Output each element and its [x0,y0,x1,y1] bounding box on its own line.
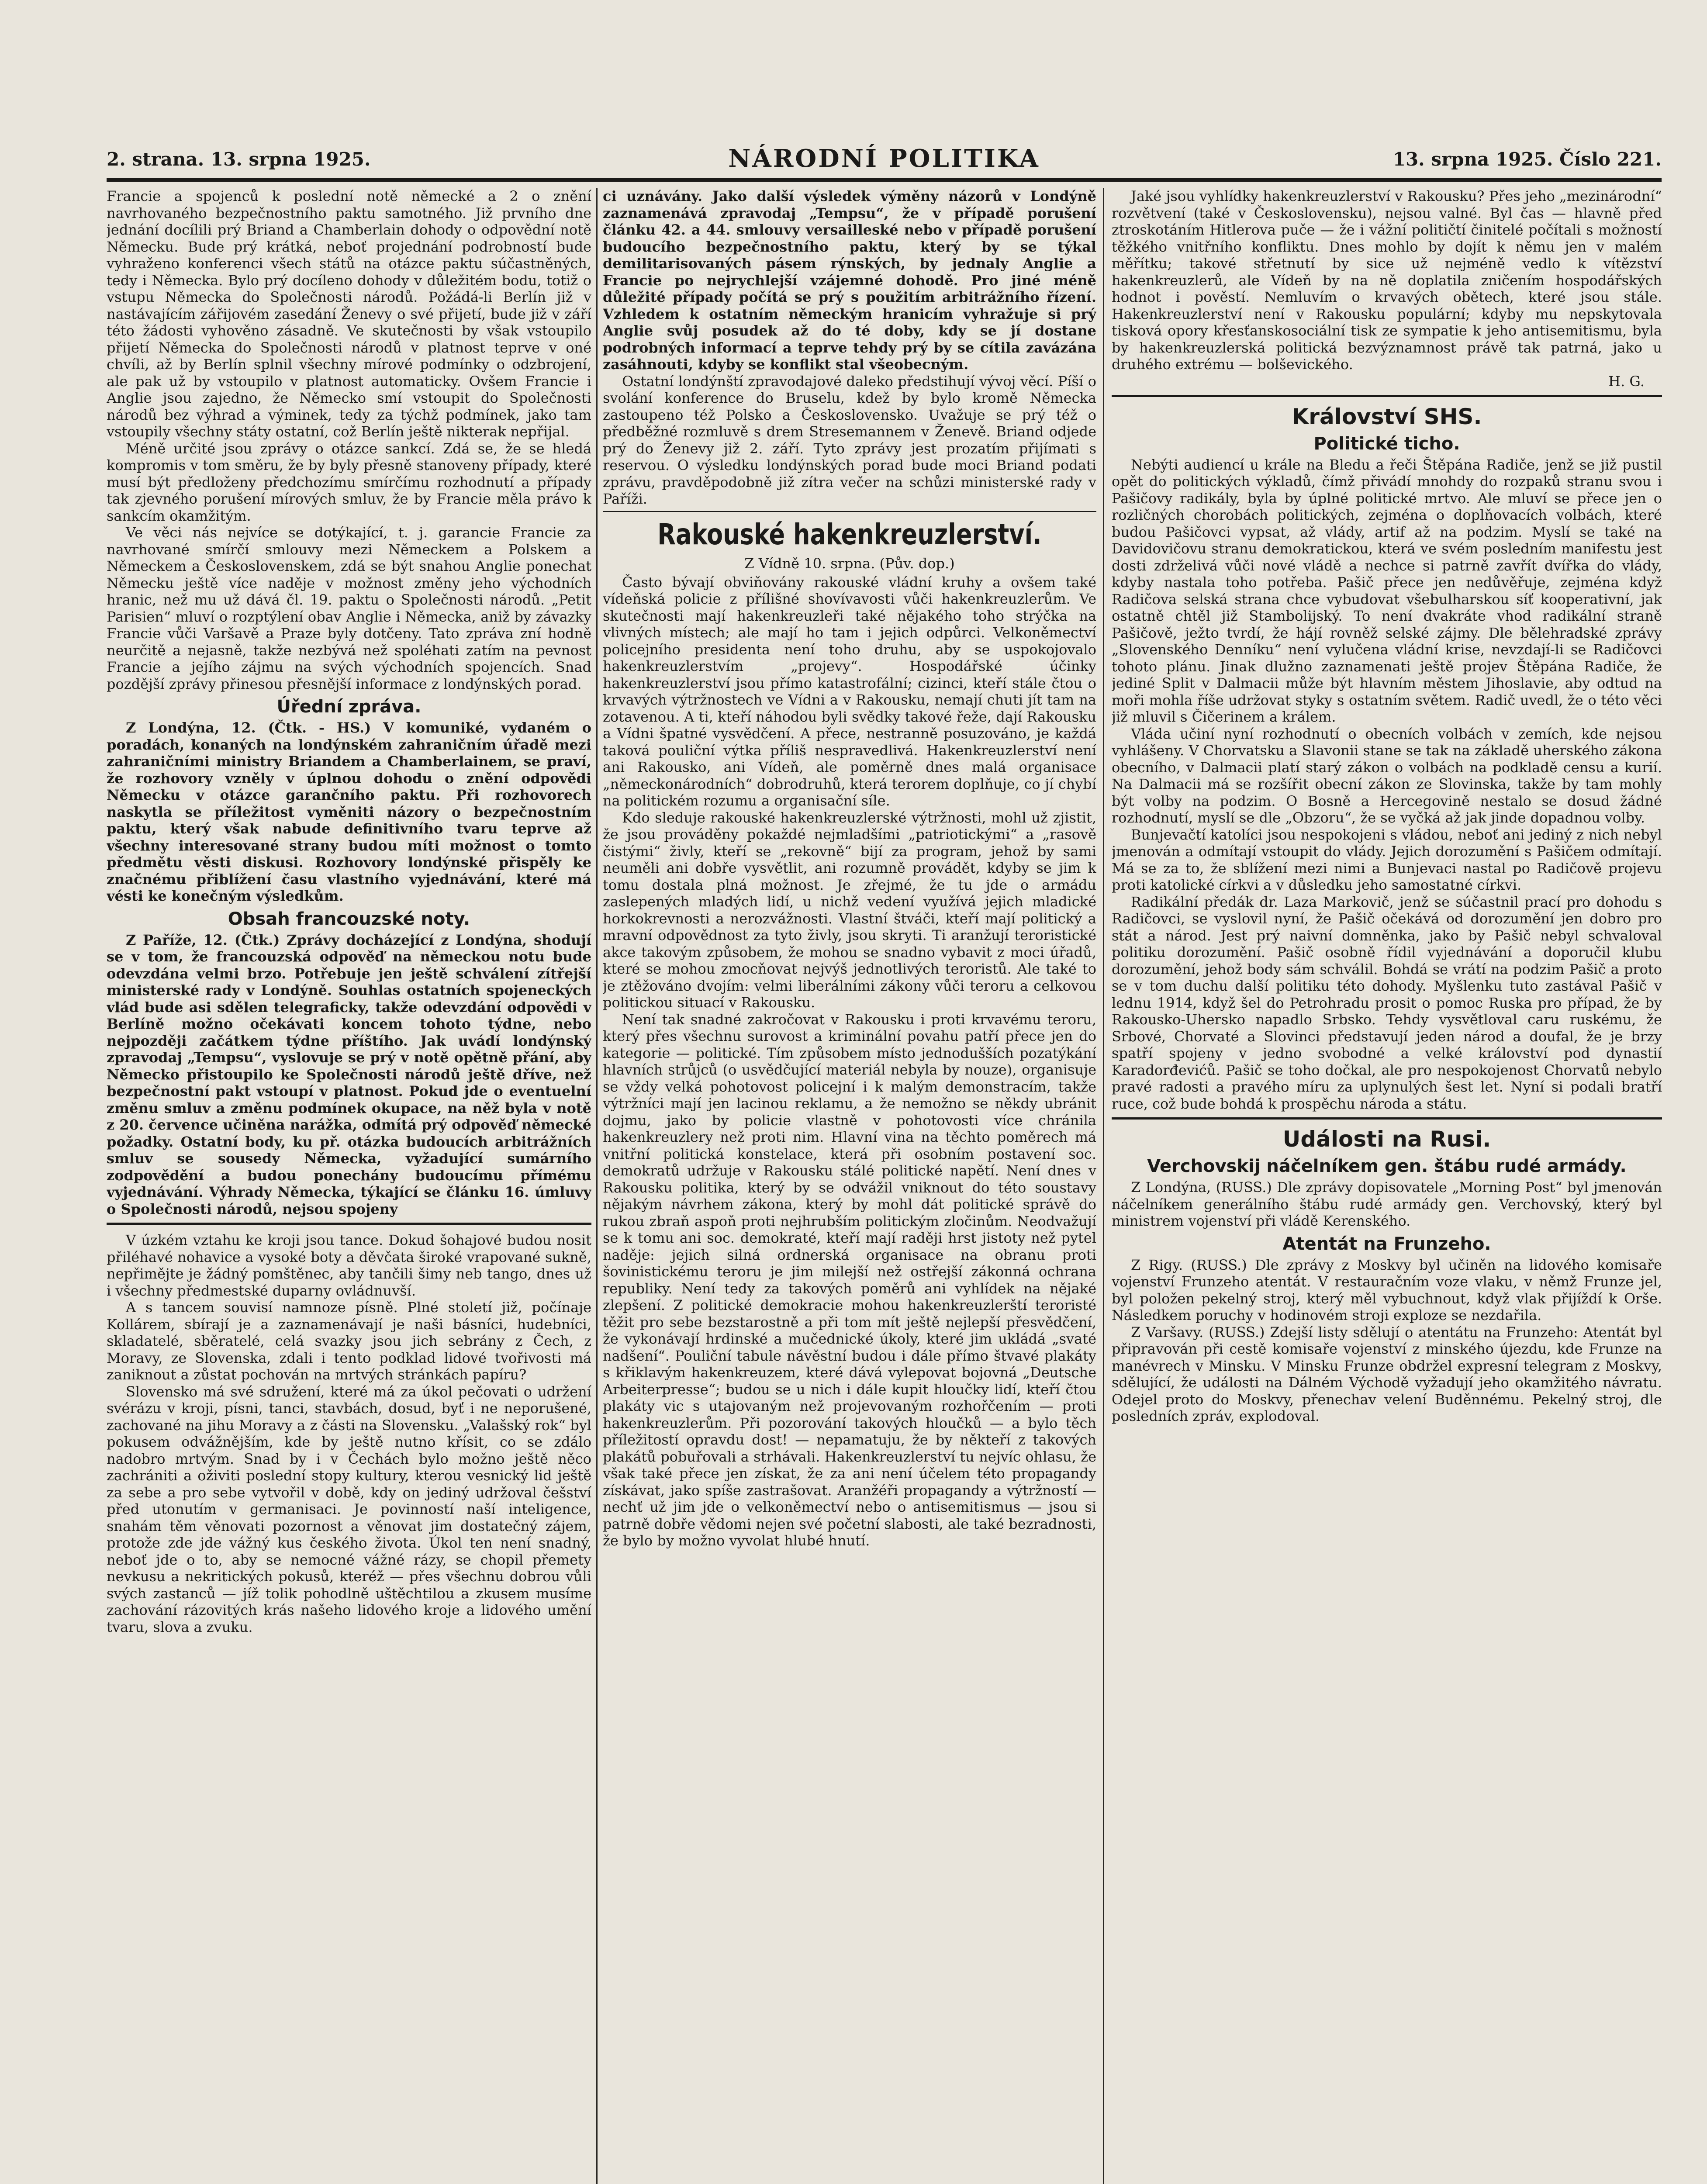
article-paragraph: Jaké jsou vyhlídky hakenkreuzlerství v Rakousku? Přes jeho „mezinárodní“ rozvětvení (také v Československu), nejsou valné. Byl čas — hlavně před ztroskotáním Hitlerova puče — že i vážní političtí činitelé počítali s možností těžkého vnitřního konfliktu. Dnes mohlo by dojít k němu jen v malém měřítku; takové střetnutí by sice už nejméně vedlo k vítězství hakenkreuzlerů, ale Vídeň by na ně doplatila zničením hospodářských hodnot i pověstí. Nemluvím o krvavých obětech, které jsou stále. Hakenkreuzlerství není v Rakousku populární; kdyby mu nepskytovala tisková opory křesťanskosociální tisk ze sympatie k jeho antisemitismu, byla by hakenkreuzlerská politická bezvýznamnost právě tak patrná, jako u druhého extrému — bolševického. [1112,188,1662,373]
article-headline: Události na Rusi. [1282,1127,1491,1152]
column-2 [603,188,1096,2184]
page-number: 2. strana. [107,149,204,170]
column-1 [107,188,591,2184]
article-paragraph: Slovensko má své sdružení, které má za úkol pečovati o udržení svérázu v kroji, písni, tanci, stavbách, dosud, byť i ne neporušené, zachované na jihu Moravy a z části na Slovensku. „Valašský rok“ byl pokusem odvážnějším, kde by ještě nutno křísit, co se zdálo nadobro mrtvým. Snad by i v Čechách bylo možno ještě něco zachrániti a oživiti poslední stopy kultury, kterou vesnický lid ještě za sebe a pro sebe vytvořil v době, kdy on jediný udržoval češství před utonutím v germanisaci. Je povinností naší inteligence, snahám těm věnovati pozornost a věnovat jim dostatečný zájem, protože zde jde vážný kus českého života. Úkol ten není snadný, neboť jde o to, aby se nemocné vážné rázy, se chopil přemety nevkusu a nekritických pokusů, kteréž — přes všechnu dobrou vůli svých zastanců — jíž tolik pohodlně uštěchtilou a zkusem musíme zachování rázovitých krás našeho lidového kroje a lidového umění tvaru, slova a zvuku. [107,1383,591,1635]
article-paragraph: ci uznávány. Jako další výsledek výměny názorů v Londýně zaznamenává zpravodaj „Tempsu“, že v případě porušení článku 42. a 44. smlouvy versailleské nebo v případě porušení budoucího bezpečnostního paktu, který by se týkal demilitarisovaných pásem rýnských, by jednaly Anglie a Francie po nejrychlejší vzájemné dohodě. Pro jiné méně důležité případy počítá se prý s použitím arbitrážního řízení. Vzhledem k ostatním německým hranicím vyhražuje si prý Anglie svůj posudek až do té doby, kdy se jí dostane podrobných informací a teprve tehdy prý by se cítila zavázána zasáhnouti, kdyby se konflikt stal všeobecným. [603,188,1096,373]
article-headline: Království SHS. [1292,404,1482,429]
masthead-title: NÁRODNÍ POLITIKA [728,144,1040,173]
article-subheading: Verchovskij náčelníkem gen. štábu rudé armády. [1147,1156,1627,1176]
article-paragraph: Méně určité jsou zprávy o otázce sankcí. Zdá se, že se hledá kompromis v tom směru, že by byly přesně stanoveny případy, které musí být předloženy předchozímu smírčímu rozhodnutí a případy tak zjevného porušení mírových smluv, že by Francie měla právo k sankcím okamžitým. [107,440,591,524]
section-rule [1112,1117,1662,1120]
section-heading: Úřední zpráva. [276,697,422,717]
column-divider [1103,188,1104,2184]
article-paragraph: Francie a spojenců k poslední notě německé a 2 o znění navrhovaného bezpečnostního paktu samotného. Již prvního dne jednání docílili prý Briand a Chamberlain dohody o odpovědní notě Německu. Bude prý krátká, neboť projednání podrobností bude vyhraženo konferenci všech států na otázce paktu súčastněných, tedy i Německa. Bylo prý docíleno dohody v důležitém bodu, totiž o vstupu Německa do Společnosti národů. Požádá-li Berlín již v nastávajícím zářijovém zasedání Ženevy o své přijetí, bude již v září této žádosti vyhověno zásadně. Ve skutečnosti by však vstoupilo přijetí Německa do Společnosti národů v platnost teprve v oné chvíli, až by Berlín splnil všechny mírové podmínky o odzbrojení, ale pak už by vstoupilo v platnost automaticky. Ovšem Francie i Anglie jsou zajedno, že Německo smí vstoupit do Společnosti národů bez výhrad a výminek, tedy za týchž podmínek, jako tam vstoupily všechny státy ostatní, což Berlín ještě nikterak nepřijal. [107,188,591,440]
article-paragraph: Ostatní londýnští zpravodajové daleko předstihují vývoj věcí. Píší o svolání konference do Bruselu, kdež by bylo kromě Německa zastoupeno též Polsko a Československo. Uvažuje se prý též o předběžné rozmluvě s drem Stresemannem v Ženevě. Briand odjede prý do Ženevy již 2. září. Tyto zprávy jest prozatím přijímati s reservou. O výsledku londýnských porad bude moci Briand podati zprávu, pravděpodobně již zítra večer na schůzi ministerské rady v Paříži. [603,373,1096,507]
page-header [107,144,1662,175]
section-heading: Atentát na Frunzeho. [1282,1234,1491,1254]
issue-number: Číslo 221. [1559,149,1662,170]
article-byline: Z Vídně 10. srpna. (Pův. dop.) [744,555,955,572]
article-paragraph: V úzkém vztahu ke kroji jsou tance. Dokud šohajové budou nosit přiléhavé nohavice a vysoké boty a děvčata široké vrapované sukně, nepřimějte je žádný pomštěnec, aby tančili šimy neb tango, dnes už i všechny předmestské duparny ovládnuvší. [107,1232,591,1299]
article-paragraph: Ve věci nás nejvíce se dotýkající, t. j. garancie Francie za navrhované smírčí smlouvy mezi Německem a Polskem a Německem a Československem, zdá se být snahou Anglie ponechat Německu ještě více naděje v možnost změny jeho východních hranic, než mu už dává čl. 19. paktu o Společnosti národů. „Petit Parisien“ mluví o rozptýlení obav Anglie i Německa, aniž by závazky Francie vůči Varšavě a Praze byly dotčeny. Tato zpráva zní hodně neurčitě a nejasně, takže nezbývá než spoléhati zatím na pevnost Francie a jejího zájmu na svých východních spojencích. Snad pozdější zprávy přinesou přesnější informace z londýnských porad. [107,524,591,692]
section-rule [107,1223,591,1225]
article-paragraph: Radikální předák dr. Laza Markovič, jenž se súčastnil prací pro dohodu s Radičovci, se vyslovil nyní, že Pašič očekává od dorozumění jen dobro pro stát a národ. Jest prý naivní domněnka, jako by Pašič nebyl schvaloval politiku dorozumění. Pašič osobně řídil vyjednávání a doporučil klubu dorozumění, jehož body sám schválil. Bohdá se vrátí na podzim Pašič a proto se v tom duchu další politiku této dohody. Myšlenku tuto zastával Pašič v lednu 1914, když šel do Petrohradu prosit o pomoc Ruska pro případ, že by Rakousko-Uhersko napadlo Srbsko. Tehdy vysvětloval caru ruskému, že Srbové, Chorvaté a Slovinci představují jeden národ a doufal, že je brzy spatří spojeny v jedno svobodné a velké království pod dynastií Karadorđevićů. Pašič se toho dočkal, ale pro nespokojenost Chorvatů nebylo pravé radosti a pravého míru za uplynulých šest let. Nyní si podali bratří ruce, což bude bohdá k prospěchu národa a státu. [1112,893,1662,1112]
author-signature: H. G. [1608,373,1645,390]
article-paragraph: Často bývají obviňovány rakouské vládní kruhy a ovšem také vídeňská policie z přílišné shovívavosti vůči hakenkreuzlerům. Ve skutečnosti mají hakenkreuzleři také nějakého toho strýčka na vlivných místech; ale mají ho tam i jejich odpůrci. Velkoněmectví policejního presidenta není toho druhu, aby se uspokojovalo hakenkreuzlerstvím „projevy“. Hospodářské účinky hakenkreuzlerství jsou přímo katastrofální; cizinci, kteří stále čtou o krvavých výtržnostech ve Vídni a v Rakousku, nemají chuti jít tam na zotavenou. A ti, kteří náhodou byli svědky takové řeže, dají Rakousku a Vídni špatné vysvědčení. A přece, nestranně posuzováno, je každá taková pouliční výtka příliš nespravedlivá. Hakenkreuzlerství není ani Rakousko, ani Vídeň, ale poměrně dnes malá organisace „německonárodních“ dobrodruhů, která terorem doplňuje, co jí chybí na politickém rozumu a organisační síle. [603,574,1096,809]
article-paragraph: Z Varšavy. (RUSS.) Zdejší listy sdělují o atentátu na Frunzeho: Atentát byl připravován při cestě komisaře vojenství z minského újezdu, kde Frunze na manévrech v Minsku. V Minsku Frunze obdržel expresní telegram z Moskvy, sdělující, že události na Dálném Východě vyžadují jeho okamžitého návratu. Odejel proto do Moskvy, přenechav velení Buděnnému. Pekelný stroj, dle posledních zpráv, explodoval. [1112,1324,1662,1424]
section-heading: Obsah francouzské noty. [228,909,470,929]
article-paragraph: Nebýti audiencí u krále na Bledu a řeči Štěpána Radiče, jenž se již pustil opět do politických výkladů, čímž přivádí mnohdy do rozpaků stranu svou i Pašičovy radikály, byla by úplné politické mrtvo. Ale mluví se přece jen o rozličných chorobách politických, zejména o doplňovacích volbách, které budou Pašičovci vypsat, až vlády, artif až na podzim. Myslí se také na Davidovičovu stranu demokratickou, která ve svém posledním manifestu jest dosti zdrželivá vůči nové vládě a nechce si patrně zavřít dvířka do vlády, kdyby nastala toho potřeba. Pašič přece jen nedůvěřuje, zejména když Radičova selská strana chce vybudovat všebulharskou síť kooperativní, jak ostatně chtěl již Stambolijský. To není dvakráte vhod radikální straně Pašičově, ježto tvrdí, že hájí rovněž selské zájmy. Dle bělehradské zprávy „Slovenského Denníku“ není vylučena vládní krise, nevzdají-li se Radičovci tohoto plánu. Jinak dlužno zaznamenati ještě projev Štěpána Radiče, že jediné Split v Dalmacii může být hlavním městem Jihoslavie, aby odtud na moři mohla říše udržovat styky s ostatním světem. Radič uvedl, že o této věci již mluvil s Čičerinem a králem. [1112,456,1662,725]
header-right [1393,149,1662,170]
section-rule [1112,395,1662,397]
header-rule [107,178,1662,182]
column-divider [596,188,598,2184]
article-paragraph: Z Londýna, (RUSS.) Dle zprávy dopisovatele „Morning Post“ byl jmenován náčelníkem generálního štábu rudé armády gen. Verchovský, který byl ministrem vojenství při vládě Kerenského. [1112,1179,1662,1229]
article-paragraph: Kdo sleduje rakouské hakenkreuzlerské výtržnosti, mohl už zjistit, že jsou prováděny pokaždé nejmladšími „patriotickými“ a „rasově čistými“ živly, kteří se „rekovně“ bijí za program, jehož by sami neuměli ani dobře vysvětlit, ani rozumně provádět, kdyby se jim k tomu dostala plná možnost. Je zřejmé, že tu jde o armádu zaslepených mladých lidí, u nichž vedení využívá jejich mladické horkokrevnosti a nerozvážnosti. Vlastní štváči, kteří mají politický a mravní odpovědnost za tyto živly, jsou skryti. Ti aranžují teroristické akce takovým způsobem, že mohou se snadno vybavit z moci úřadů, které se mohou zmocňovat nejvýš jednotlivých teroristů. Ale také to je ztěžováno dvojím: velmi liberálními zákony vůči teroru a celkovou politickou situací v Rakousku. [603,809,1096,1011]
section-rule [603,511,1096,512]
article-headline: Rakouské hakenkreuzlerství. [657,517,1042,551]
column-3 [1112,188,1662,2184]
article-subheading: Politické ticho. [1313,433,1460,454]
header-date-left: 13. srpna 1925. [210,149,371,170]
article-paragraph: Není tak snadné zakročovat v Rakousku i proti krvavému teroru, který přes všechnu surovost a kriminální povahu patří přece jen do kategorie — politické. Tím způsobem místo jednodušších pozatýkání hlavních strůjců (o usvědčující materiál nebyla by nouze), organisuje se vždy velká pohotovost policejní i k malým demonstracím, takže výtržníci mají jen lacinou reklamu, a že nemožno se někdy ubránit dojmu, jako by policie vlastně v pohotovosti více chránila hakenkreuzlery než proti nim. Hlavní vina na těchto poměrech má vnitřní politická konstelace, která při osobním postavení soc. demokratů udržuje v Rakousku stálé politické napětí. Není dnes v Rakousku politika, který by se odvážil vniknout do této soustavy nějakým návrhem zákona, který by mohl dát politické správě do rukou zbraň aspoň proti nejhrubším politickým zločinům. Neodvažují se k tomu ani soc. demokraté, kteří mají raději hrst jistoty než pytel naděje: jejich silná ordnerská organisace na obranu proti šovinistickému teroru je jim milejší než ostřejší zákonná ochrana republiky. Není tedy za takových poměrů ani vyhlídek na nějaké zlepšení. Z politické demokracie mohou hakenkreuzlerští teroristé těžit pro sebe bezstarostně a při tom mít ještě nejlepší přesvědčení, že vykonávají hrdinské a mučednické úkoly, které jim ukládá „svaté nadšení“. Pouliční tabule návěstní budou i dále přímo štvavé plakáty s křiklavým hakenkreuzem, které dává vylepovat bojovná „Deutsche Arbeiterpresse“; budou se u nich i dále kupit hloučky lidí, kteří čtou plakáty vic s utajovaným než projevovaným rozhořčením — proti hakenkreuzlerům. Při pozorování takových hloučků — a bylo těch příležitostí opravdu dost! — nepamatuju, že by někteří z takových plakátů pobuřovali a strhávali. Hakenkreuzlerství tu nejvíc ohlasu, že však také přece jen získat, že za ani není účelem této propagandy získávat, jako spíše zastrašovat. Aranžéři propagandy a výtržností — nechť už jim jde o velkoněmectví nebo o antisemitismus — jsou si patrně dobře vědomi nejen své početní slabosti, ale také bezradnosti, že bylo by možno vyvolat hlubé hnutí. [603,1011,1096,1549]
article-paragraph: Z Paříže, 12. (Čtk.) Zprávy docházející z Londýna, shodují se v tom, že francouzská odpověď na německou notu bude odevzdána velmi brzo. Potřebuje jen ještě schválení zítřejší ministerské rady v Londýně. Souhlas ostatních spojeneckých vlád bude asi sdělen telegraficky, takže odevzdání odpovědi v Berlíně možno očekávati koncem tohoto týdne, nebo nejpozději začátkem týdne příštího. Jak uvádí londýnský zpravodaj „Tempsu“, vyslovuje se prý v notě opětně přání, aby Německo přistoupilo ke Společnosti národů ještě dříve, než bezpečnostní pakt vstoupí v platnost. Pokud jde o eventuelní změnu smluv a změnu podmínek okupace, na něž byla v notě z 20. července učiněna narážka, odmítá prý odpověď německé požadky. Ostatní body, ku př. otázka budoucích arbitrážních smluv se sousedy Německa, vyžadující sumárního zodpovědění a budou ponechány budoucímu přímému vyjednávání. Výhrady Německa, týkající se článku 16. úmluvy o Společnosti národů, nejsou spojeny [107,931,591,1217]
header-date-right: 13. srpna 1925. [1393,149,1553,170]
article-paragraph: Z Rigy. (RUSS.) Dle zprávy z Moskvy byl učiněn na lidového komisaře vojenství Frunzeho atentát. V restauračním voze vlaku, v němž Frunze jel, byl položen pekelný stroj, který měl vybuchnout, když vlak přijíždí k Orše. Následkem poruchy v hodinovém stroji exploze se nezdařila. [1112,1256,1662,1324]
article-paragraph: A s tancem souvisí namnoze písně. Plné století již, počínaje Kollárem, sbírají je a zaznamenávají je naši básníci, hudebníci, skladatelé, sběratelé, celá svazky jsou jich sebrány z Čech, z Moravy, ze Slovenska, zdali i tento podklad lidové tvořivosti má zaniknout a zůstat pochován na mrtvých stránkách papíru? [107,1299,591,1383]
article-paragraph: Vláda učiní nyní rozhodnutí o obecních volbách v zemích, kde nejsou vyhlášeny. V Chorvatsku a Slavonii stane se tak na základě uherského zákona obecního, v Dalmacii platí starý zákon o volbách na podkladě censu a kurií. Na Dalmacii má se rozšířit obecní zákon ze Slovinska, takže by tam mohly být volby na podzim. O Bosně a Hercegovině nestalo se dosud žádné rozhodnutí, myslí se dle „Obzoru“, že se vyčká až jak jinde dopadnou volby. [1112,725,1662,826]
article-paragraph: Bunjevačtí katolíci jsou nespokojeni s vládou, neboť ani jediný z nich nebyl jmenován a odmítají vstoupit do vlády. Jejich dorozumění s Pašičem odmítají. Má se za to, že sblížení mezi nimi a Bunjevaci nastal po Radičově projevu proti katolické církvi a v důsledku jeho samostatné církvi. [1112,826,1662,893]
article-paragraph: Z Londýna, 12. (Čtk. - HS.) V komuniké, vydaném o poradách, konaných na londýnském zahraničním úřadě mezi zahraničními ministry Briandem a Chamberlainem, se praví, že rozhovory vzněly v úplnou dohodu o znění odpovědi Německu v otázce garančního paktu. Při rozhovorech naskytla se příležitost vyměniti názory o bezpečnostním paktu, který však nabude definitivního tvaru teprve až všechny interesované strany budou míti možnost o tomto předmětu věsti diskusi. Rozhovory londýnské přispěly ke značnému přiblížení času vlastního vyjednávání, které má vésti ke konečným výsledkům. [107,719,591,904]
